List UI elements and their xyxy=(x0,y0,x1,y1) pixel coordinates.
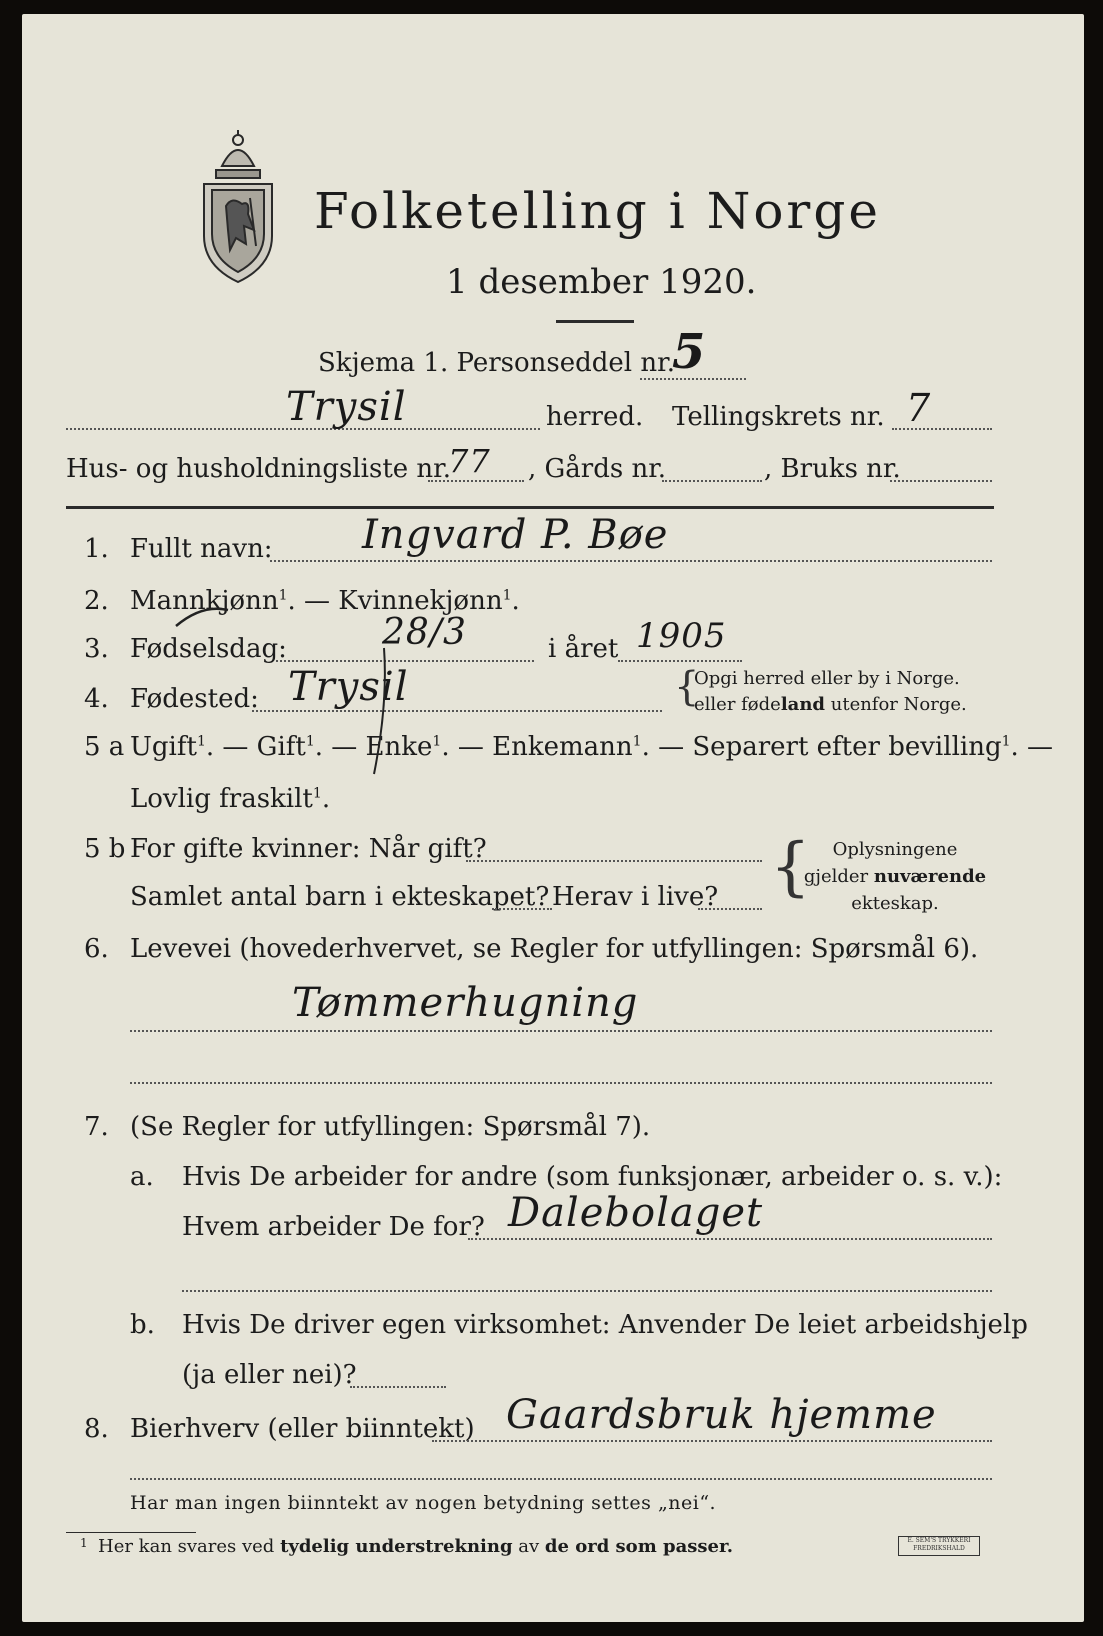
q5b-brace: { xyxy=(770,830,811,904)
q7a-letter: a. xyxy=(130,1162,154,1192)
q5b-note: Oplysningene gjelder nuværende ekteskap. xyxy=(803,839,987,914)
q4-line xyxy=(252,710,662,712)
q5b-label1: For gifte kvinner: Når gift? xyxy=(130,834,487,864)
q5a-options: Ugift$^1$. — Gift$^1$. — Enke$^1$. — Enkemann$^1$. — Separert efter bevilling$^1$. — xyxy=(130,732,1054,762)
q4-brace: { xyxy=(674,664,700,710)
q7b-label: Hvis De driver egen virksomhet: Anvender De leiet arbeidshjelp xyxy=(182,1310,1028,1340)
q8-line1 xyxy=(432,1440,992,1442)
bottom-note: Har man ingen biinntekt av nogen betydning settes „nei“. xyxy=(130,1492,717,1514)
footnote-text: Her kan svares ved tydelig understrekning av de ord som passer. xyxy=(98,1536,734,1557)
q7-number: 7. xyxy=(84,1112,109,1142)
form-date: 1 desember 1920. xyxy=(446,262,757,302)
personseddel-number[interactable]: 5 xyxy=(672,324,707,380)
gaards-label: , Gårds nr. xyxy=(528,454,667,484)
q5a-options-cont: Lovlig fraskilt$^1$. xyxy=(130,784,331,814)
q1-number: 1. xyxy=(84,534,109,564)
q2-label: Mannkjønn$^1$. — Kvinnekjønn$^1$. xyxy=(130,586,520,616)
q6-answer[interactable]: Tømmerhugning xyxy=(292,980,639,1026)
q1-label: Fullt navn: xyxy=(130,534,273,564)
tellingskrets-label: Tellingskrets nr. xyxy=(672,402,885,432)
q6-number: 6. xyxy=(84,934,109,964)
q6-label: Levevei (hovederhvervet, se Regler for utfyllingen: Spørsmål 6). xyxy=(130,934,979,964)
q7a-label: Hvis De arbeider for andre (som funksjonær, arbeider o. s. v.): xyxy=(182,1162,1003,1192)
coat-of-arms-icon xyxy=(192,126,284,286)
bruks-label: , Bruks nr. xyxy=(764,454,901,484)
q5b-line3 xyxy=(698,908,762,910)
q5a-number: 5 a xyxy=(84,732,125,762)
q3-year-answer[interactable]: 1905 xyxy=(636,616,727,656)
husliste-line xyxy=(428,480,524,482)
q7a-answer[interactable]: Dalebolaget xyxy=(508,1190,764,1236)
q4-label: Fødested: xyxy=(130,684,259,714)
q4-answer[interactable]: Trysil xyxy=(288,664,409,710)
header-divider xyxy=(66,506,994,509)
q8-number: 8. xyxy=(84,1414,109,1444)
q3-number: 3. xyxy=(84,634,109,664)
q5b-line2 xyxy=(492,908,552,910)
gaards-line xyxy=(662,480,762,482)
schema-label: Skjema 1. Personseddel nr. xyxy=(318,348,675,378)
herred-label: herred. xyxy=(546,402,644,432)
herred-value[interactable]: Trysil xyxy=(286,384,407,430)
q8-line2 xyxy=(130,1478,992,1480)
q5b-label3: Herav i live? xyxy=(552,882,719,912)
printer-stamp: E. SEM'S TRYKKERI FREDRIKSHALD xyxy=(898,1536,980,1556)
q7a-who-label: Hvem arbeider De for? xyxy=(182,1212,485,1242)
q3-label: Fødselsdag: xyxy=(130,634,287,664)
q4-note: Opgi herred eller by i Norge. eller fødeland utenfor Norge. xyxy=(694,668,967,715)
q8-label: Bierhverv (eller biinntekt) xyxy=(130,1414,475,1444)
bruks-line xyxy=(890,480,992,482)
q3-year-label: i året xyxy=(548,634,619,664)
gender-underline-mark xyxy=(172,596,232,632)
q8-answer[interactable]: Gaardsbruk hjemme xyxy=(506,1392,937,1438)
title-divider xyxy=(556,320,634,323)
q7a-line2 xyxy=(182,1290,992,1292)
q3-day-answer[interactable]: 28/3 xyxy=(382,612,467,653)
q7b-letter: b. xyxy=(130,1310,155,1340)
form-title: Folketelling i Norge xyxy=(314,182,881,240)
q3-year-line xyxy=(618,660,742,662)
husliste-value[interactable]: 77 xyxy=(448,442,491,480)
q6-line1 xyxy=(130,1030,992,1032)
q7a-line1 xyxy=(468,1238,992,1240)
q5b-line1 xyxy=(466,860,762,862)
q5b-number: 5 b xyxy=(84,834,126,864)
q5b-label2: Samlet antal barn i ekteskapet? xyxy=(130,882,550,912)
q6-line2 xyxy=(130,1082,992,1084)
q7b-yesno-label: (ja eller nei)? xyxy=(182,1360,357,1390)
census-form-page xyxy=(22,14,1084,1622)
q4-number: 4. xyxy=(84,684,109,714)
footnote-marker: 1 xyxy=(80,1536,88,1550)
husliste-label: Hus- og husholdningsliste nr. xyxy=(66,454,452,484)
footnote-divider xyxy=(66,1532,196,1533)
q7-label: (Se Regler for utfyllingen: Spørsmål 7). xyxy=(130,1112,651,1142)
q7b-line xyxy=(350,1386,446,1388)
q1-line xyxy=(270,560,992,562)
q5a-stroke-mark xyxy=(354,644,414,784)
tellingskrets-value[interactable]: 7 xyxy=(906,386,932,430)
q1-answer[interactable]: Ingvard P. Bøe xyxy=(362,512,669,558)
q2-number: 2. xyxy=(84,586,109,616)
